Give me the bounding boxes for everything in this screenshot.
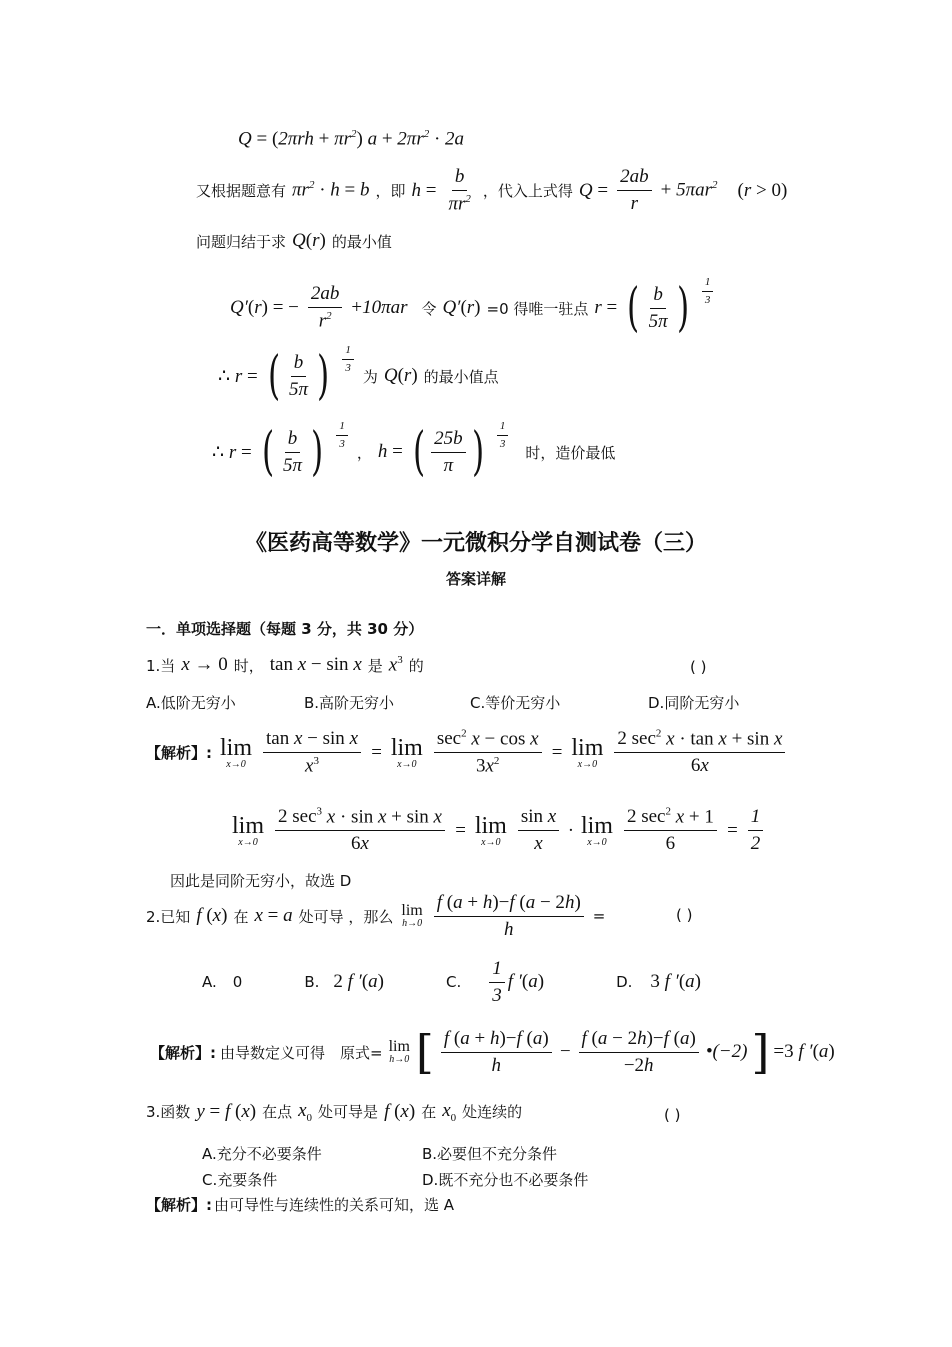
q1-answer-paren: ( )	[690, 658, 707, 676]
question-3: 3.函数 y = f (x) 在点 $x_0$ 处可导是 f (x) 在 $x_0$ 处连续的	[146, 1100, 523, 1124]
derivative-line: Q′(r) = − $\frac{2ab}{r^2}$ +10πar 令 Q′(r) =0 得唯一驻点 r = ( $\frac{b}{5\pi}$ ) $\frac{1}{3}$	[230, 282, 716, 334]
min-problem-line: 问题归结于求 Q(r) 的最小值	[196, 230, 392, 251]
q3-option-d: D.既不充分也不必要条件	[422, 1171, 589, 1189]
domain-condition: (r > 0)	[737, 179, 788, 201]
q1-option-c: C.等价无穷小	[470, 694, 561, 712]
q3-analysis-label: 【解析】:	[146, 1196, 212, 1214]
line2-mid: ，即	[375, 182, 406, 200]
question-2: 2.已知 f (x) 在 x = a 处可导 ，那么 lim h→0 $\frac{f (a + h)-f (a - 2h)}{h}$ =	[146, 892, 606, 940]
q1-analysis-line2: lim x→0 $\frac{2 \sec^3 x \cdot \sin x + \sin x}{6x}$ = lim x→0 $\frac{\text{sin x}}{x}$ · lim x→0 $\frac{2 \sec^2 x + 1}{6}$ = $\frac{1}{2}$	[230, 806, 766, 855]
q2-analysis-label: 【解析】:	[150, 1043, 216, 1062]
section-heading: 一．单项选择题（每题 3 分，共 30 分）	[146, 620, 424, 638]
q2-analysis: 【解析】: 由导数定义可得 原式= lim h→0 [ $\frac{f (a + h)-f (a)}{h}$ − $\frac{f (a - 2h)-f (a)}{-2h}$ •(−2) ] =3 f ′(a)	[150, 1025, 835, 1080]
page-title: 《医药高等数学》一元微积分学自测试卷（三）	[244, 531, 707, 556]
q-formula-line: $Q = (2\pi rh + \pi r^2)$ $a + 2\pi r^2 \cdot 2a$	[238, 128, 465, 150]
q1-conclusion: 因此是同阶无穷小，故选 D	[170, 872, 352, 890]
q3-option-b: B.必要但不充分条件	[422, 1145, 558, 1163]
q1-analysis-line1: 【解析】: lim x→0 $\frac{\text{tan x − sin x}}{x^3}$ = lim x→0 $\frac{\sec^2 x - \cos x}{3x^2}$ = lim x→0 $\frac{2 \sec^2 x \cdot \tan x + \sin x}{6x}$	[146, 728, 788, 777]
q3-answer-paren: ( )	[664, 1106, 681, 1124]
q1-option-d: D.同阶无穷小	[648, 694, 740, 712]
line2-sub: ，代入上式得	[482, 182, 573, 200]
q1-analysis-label: 【解析】:	[146, 744, 212, 763]
substitution-line: 又根据题意有 $\pi r^2 \cdot h = b$ ，即 h = $\frac{b}{\pi r^2}$ ，代入上式得 Q = $\frac{2ab}{r}$ + 5πar$^2$ (r > 0)	[196, 166, 788, 215]
q2-options: A. 0 B. 2 f ′(a) C. $\frac{1}{3}$ f ′(a) D. 3 f ′(a)	[202, 958, 701, 1006]
q1-option-a: A.低阶无穷小	[146, 694, 236, 712]
q2-option-b-label: B.	[304, 973, 320, 992]
q3-option-a: A.充分不必要条件	[202, 1145, 322, 1163]
h-fraction: $\frac{b}{\pi r^2}$	[448, 166, 471, 215]
q2-answer-paren: ( )	[676, 906, 693, 924]
conclusion-line: ∴ r = ( $\frac{b}{5\pi}$ ) $\frac{1}{3}$ ， h = ( $\frac{25b}{\pi}$ ) $\frac{1}{3}$ 时，造价最低	[212, 420, 616, 482]
q2-option-a-value: 0	[232, 973, 243, 992]
q3-option-c: C.充要条件	[202, 1171, 278, 1189]
q2-option-d-label: D.	[616, 973, 633, 992]
q2-option-c-label: C.	[445, 973, 462, 992]
min-point-line: ∴ r = ( $\frac{b}{5\pi}$ ) $\frac{1}{3}$ 为 Q(r) 的最小值点	[218, 344, 499, 406]
q2-option-a-label: A.	[202, 973, 217, 992]
q1-option-b: B.高阶无穷小	[304, 694, 395, 712]
line2-prefix: 又根据题意有	[196, 182, 287, 200]
page-subtitle: 答案详解	[445, 570, 506, 588]
question-1: 1.当 x → 0 时， tan x − sin x 是 $x^3$ 的	[146, 654, 424, 676]
q3-analysis: 【解析】: 由可导性与连续性的关系可知，选 A	[146, 1196, 455, 1214]
